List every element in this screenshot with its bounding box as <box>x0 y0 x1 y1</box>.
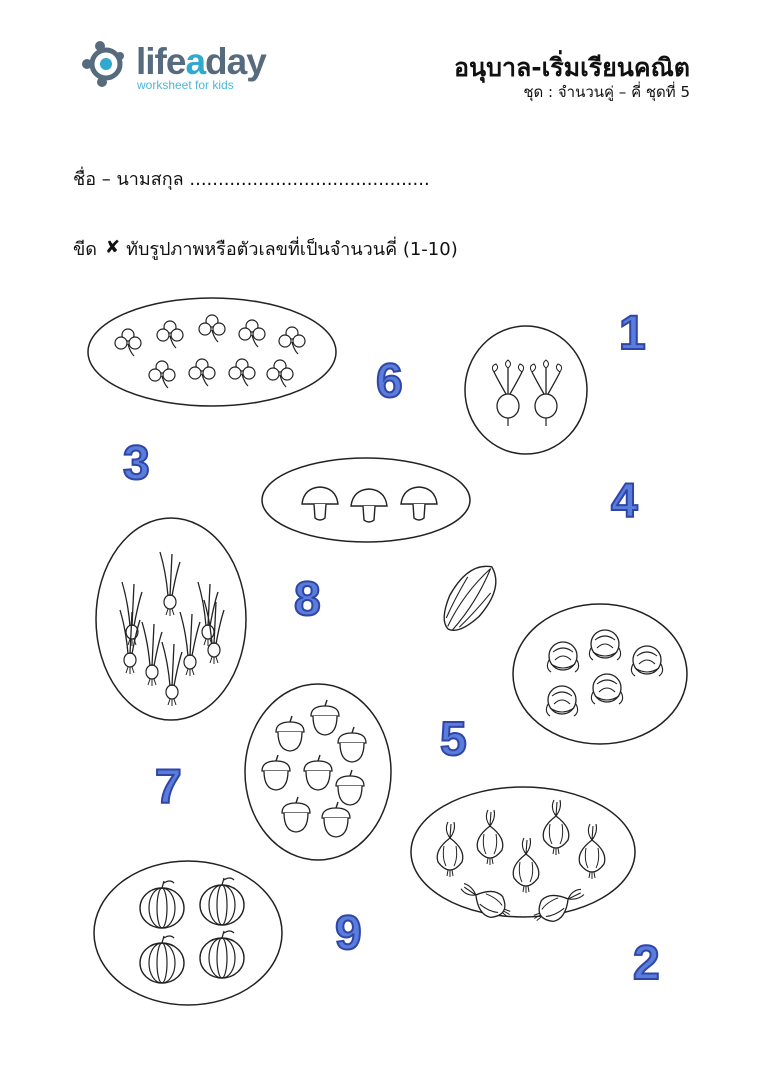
clover-icon <box>267 360 293 387</box>
group-oval-pumpkins <box>94 861 282 1005</box>
logo-wordmark: lifeaday <box>136 41 266 82</box>
cabbage-icon <box>546 686 577 716</box>
onion-icon <box>528 880 588 930</box>
clover-icon <box>279 327 305 354</box>
onion-icon <box>513 838 539 893</box>
instruction-prefix: ขีด <box>73 239 97 260</box>
spring-onion-icon <box>142 622 162 686</box>
instruction-text: ทับรูปภาพหรือตัวเลขที่เป็นจำนวนคี่ (1-10) <box>126 239 458 260</box>
onion-icon <box>543 800 569 855</box>
mushroom-icon <box>401 487 437 520</box>
number-option[interactable]: 2 <box>633 937 660 990</box>
student-name-field: ชื่อ – นามสกุล .......................................... <box>73 169 430 190</box>
pumpkin-icon <box>140 936 184 983</box>
clover-icon <box>199 315 225 342</box>
spring-onion-icon <box>160 552 180 616</box>
acorn-icon <box>304 755 332 790</box>
pumpkin-icon <box>200 878 244 925</box>
chinese-cabbage-icon <box>433 556 507 640</box>
cabbage-icon <box>589 630 620 660</box>
beet-icon <box>492 360 523 426</box>
acorn-icon <box>338 727 366 762</box>
clover-icon <box>239 320 265 347</box>
acorn-icon <box>336 770 364 805</box>
onion-icon <box>579 824 605 879</box>
cross-mark-icon: ✘ <box>105 237 121 258</box>
number-option[interactable]: 3 <box>123 437 150 490</box>
acorn-icon <box>276 716 304 751</box>
group-oval-clovers <box>88 298 336 406</box>
onion-icon <box>437 822 463 877</box>
acorn-icon <box>311 700 339 735</box>
beet-icon <box>530 360 561 426</box>
group-oval-beets <box>465 326 587 454</box>
onion-icon <box>456 876 516 926</box>
number-option[interactable]: 9 <box>335 907 362 960</box>
acorn-icon <box>262 755 290 790</box>
cabbage-icon <box>631 646 662 676</box>
clover-icon <box>149 361 175 388</box>
number-option[interactable]: 6 <box>376 355 403 408</box>
number-option[interactable]: 8 <box>294 573 321 626</box>
worksheet-title: อนุบาล-เริ่มเรียนคณิต <box>453 53 690 82</box>
number-option[interactable]: 7 <box>155 761 182 814</box>
cabbage-icon <box>547 642 578 672</box>
worksheet-subtitle: ชุด : จำนวนคู่ – คี่ ชุดที่ 5 <box>523 83 690 101</box>
number-option[interactable]: 1 <box>619 307 646 360</box>
acorn-icon <box>282 797 310 832</box>
pumpkin-icon <box>140 881 184 928</box>
number-option[interactable]: 4 <box>611 475 638 528</box>
spring-onion-icon <box>162 642 182 706</box>
pumpkin-icon <box>200 931 244 978</box>
mushroom-icon <box>302 487 338 520</box>
spring-onion-icon <box>180 612 200 676</box>
clover-icon <box>189 359 215 386</box>
logo-tagline: worksheet for kids <box>137 78 234 92</box>
onion-icon <box>477 810 503 865</box>
mushroom-icon <box>351 489 387 522</box>
clover-icon <box>115 329 141 356</box>
number-option[interactable]: 5 <box>440 713 467 766</box>
clover-icon <box>157 321 183 348</box>
cabbage-icon <box>591 674 622 704</box>
acorn-icon <box>322 802 350 837</box>
clover-icon <box>229 359 255 386</box>
